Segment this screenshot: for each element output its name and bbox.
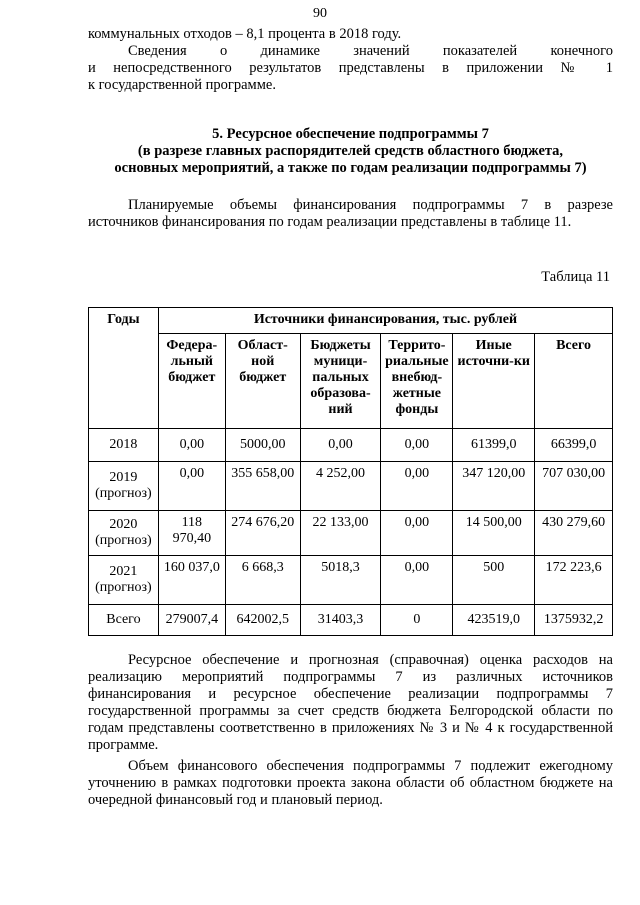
value-cell: 707 030,00 (535, 462, 613, 511)
year-label: 2019 (109, 470, 138, 485)
table-row (89, 429, 613, 462)
year-cell (89, 429, 159, 462)
year-cell (89, 556, 159, 605)
value-cell: 22 133,00 (300, 511, 381, 556)
intro-line-4: к государственной программе. (88, 77, 276, 93)
section-heading-line-2: (в разрезе главных распорядителей средств областного бюджета, (137, 143, 564, 159)
table-row (89, 511, 613, 556)
table-caption: Таблица 11 (541, 269, 610, 285)
col-header-other: Иные источни-ки (453, 334, 535, 429)
value-cell: 274 676,20 (225, 511, 300, 556)
year-label: Всего (106, 612, 141, 627)
intro-line-2: Сведения о динамике значений показателей конечного (128, 43, 613, 59)
value-cell: 0,00 (158, 462, 225, 511)
year-cell (89, 605, 159, 636)
year-cell (89, 462, 159, 511)
year-label: 2021 (109, 564, 138, 579)
table-row (89, 462, 613, 511)
paragraph-annual-update: Объем финансового обеспечения подпрограммы 7 подлежит ежегодному уточнению в рамках подготовки проекта закона области об областном бюджете на очередной финансовый год и плановый период. (88, 758, 613, 808)
col-header-federal: Федера-льный бюджет (158, 334, 225, 429)
value-cell: 347 120,00 (453, 462, 535, 511)
section-heading-line-1: 5. Ресурсное обеспечение подпрограммы 7 (212, 126, 489, 142)
col-header-territorial-funds: Террито-риальные внебюд-жетные фонды (381, 334, 453, 429)
col-header-total: Всего (535, 334, 613, 429)
year-note: (прогноз) (95, 533, 152, 548)
table-row-total (89, 605, 613, 636)
intro-line-3: и непосредственного результатов представлены в приложении № 1 (88, 60, 613, 76)
value-cell: 118 970,40 (158, 511, 225, 556)
value-cell: 0 (381, 605, 453, 636)
value-cell: 355 658,00 (225, 462, 300, 511)
value-cell: 14 500,00 (453, 511, 535, 556)
year-cell (89, 511, 159, 556)
value-cell: 0,00 (381, 556, 453, 605)
value-cell: 1375932,2 (535, 605, 613, 636)
table-row (89, 556, 613, 605)
plan-line-2: источников финансирования по годам реализации представлены в таблице 11. (88, 214, 572, 230)
value-cell: 0,00 (381, 462, 453, 511)
value-cell: 6 668,3 (225, 556, 300, 605)
year-label: 2020 (109, 517, 138, 532)
value-cell: 0,00 (158, 429, 225, 462)
value-cell: 4 252,00 (300, 462, 381, 511)
value-cell: 5018,3 (300, 556, 381, 605)
value-cell: 500 (453, 556, 535, 605)
sources-header: Источники финансирования, тыс. рублей (158, 308, 612, 334)
year-note: (прогноз) (95, 486, 152, 501)
value-cell: 172 223,6 (535, 556, 613, 605)
plan-line-1: Планируемые объемы финансирования подпрограммы 7 в разрезе (128, 197, 613, 213)
value-cell: 66399,0 (535, 429, 613, 462)
col-header-municipal: Бюджеты муници-пальных образова-ний (300, 334, 381, 429)
paragraph-resources: Ресурсное обеспечение и прогнозная (справочная) оценка расходов на реализацию мероприятий подпрограммы 7 из различных источников финансирования и ресурсное обеспечение реализации подпрограммы 7 государственной программы за счет средств бюджета Белгородской области по годам представлены соответственно в приложениях № 3 и № 4 к государственной программе. (88, 652, 613, 753)
value-cell: 642002,5 (225, 605, 300, 636)
section-heading-line-3: основных мероприятий, а также по годам реализации подпрограммы 7) (114, 160, 587, 176)
value-cell: 5000,00 (225, 429, 300, 462)
value-cell: 423519,0 (453, 605, 535, 636)
intro-line-1: коммунальных отходов – 8,1 процента в 2018 году. (88, 26, 402, 42)
year-note: (прогноз) (95, 580, 152, 595)
value-cell: 279007,4 (158, 605, 225, 636)
page-number: 90 (313, 6, 327, 21)
financing-table (88, 307, 613, 636)
years-header: Годы (89, 308, 159, 429)
value-cell: 31403,3 (300, 605, 381, 636)
value-cell: 0,00 (381, 429, 453, 462)
value-cell: 0,00 (300, 429, 381, 462)
col-header-regional: Област-ной бюджет (225, 334, 300, 429)
value-cell: 0,00 (381, 511, 453, 556)
value-cell: 430 279,60 (535, 511, 613, 556)
value-cell: 160 037,0 (158, 556, 225, 605)
year-label: 2018 (109, 437, 138, 452)
value-cell: 61399,0 (453, 429, 535, 462)
